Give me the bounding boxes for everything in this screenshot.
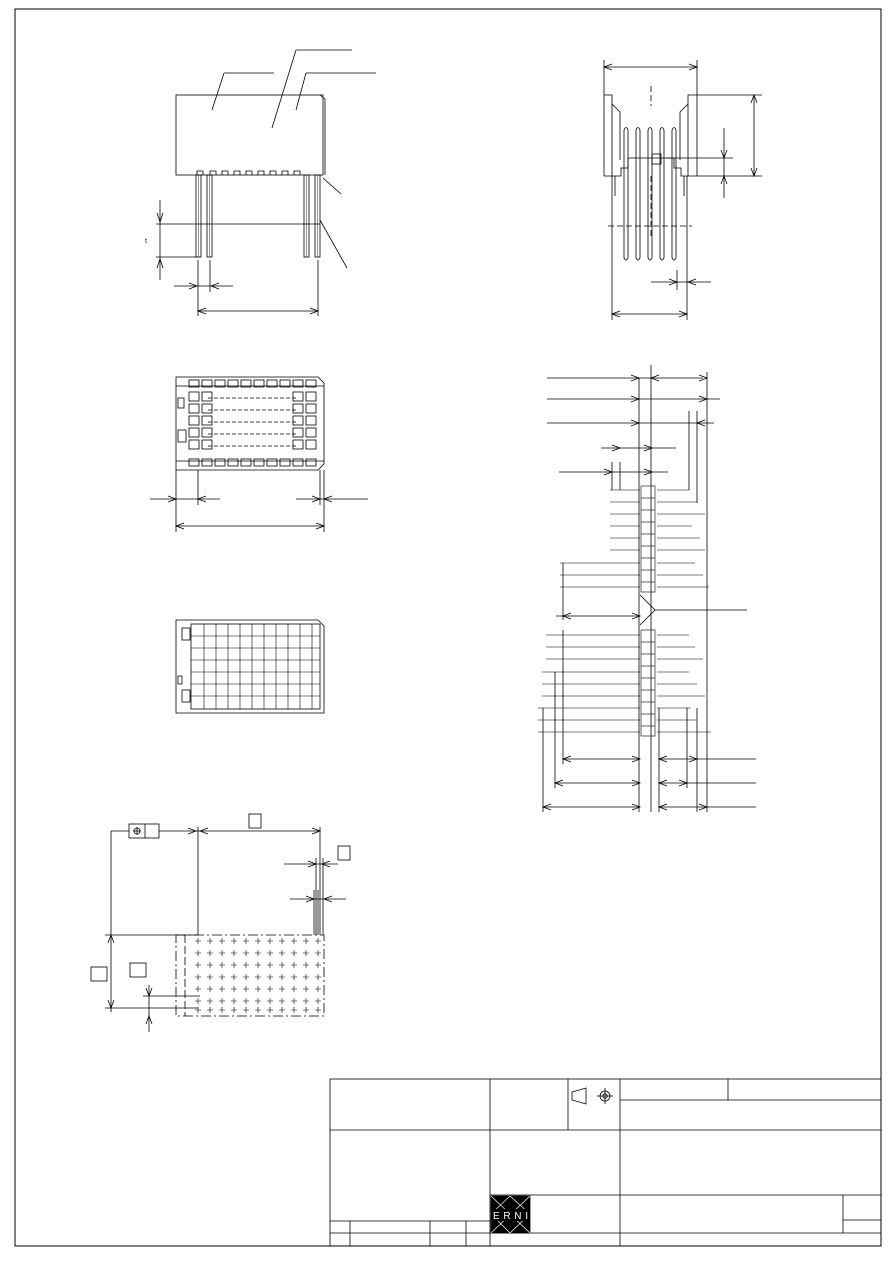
pin-length-detail bbox=[538, 365, 756, 812]
connector-body bbox=[176, 95, 323, 175]
dim-box-left-inner bbox=[130, 963, 146, 977]
sheet-border bbox=[15, 9, 881, 1246]
dim-box-right bbox=[338, 846, 350, 860]
front-view bbox=[145, 50, 376, 316]
title-block bbox=[330, 1079, 881, 1246]
dim-box-left bbox=[91, 967, 107, 981]
bottom-row-cavities bbox=[189, 459, 316, 466]
contact-rows bbox=[208, 398, 298, 446]
pcb-holes bbox=[195, 938, 321, 1013]
side-view bbox=[604, 60, 762, 320]
pins bbox=[196, 175, 320, 257]
lower-pin-group bbox=[538, 630, 711, 736]
dim-label-t: t bbox=[145, 238, 148, 245]
upper-pin-group bbox=[560, 486, 709, 592]
right-column-cavities bbox=[293, 392, 316, 449]
projection-symbol bbox=[572, 1088, 613, 1104]
left-column-cavities bbox=[189, 392, 212, 449]
contacts bbox=[624, 128, 676, 261]
company-logo bbox=[491, 1196, 530, 1233]
grid-horizontal-lines bbox=[191, 636, 320, 696]
mating-face-view bbox=[176, 620, 324, 713]
dim-box-top bbox=[249, 814, 261, 828]
top-view bbox=[150, 377, 368, 532]
logo-text: ERNI bbox=[493, 1211, 528, 1222]
pcb-layout-view bbox=[91, 814, 350, 1032]
